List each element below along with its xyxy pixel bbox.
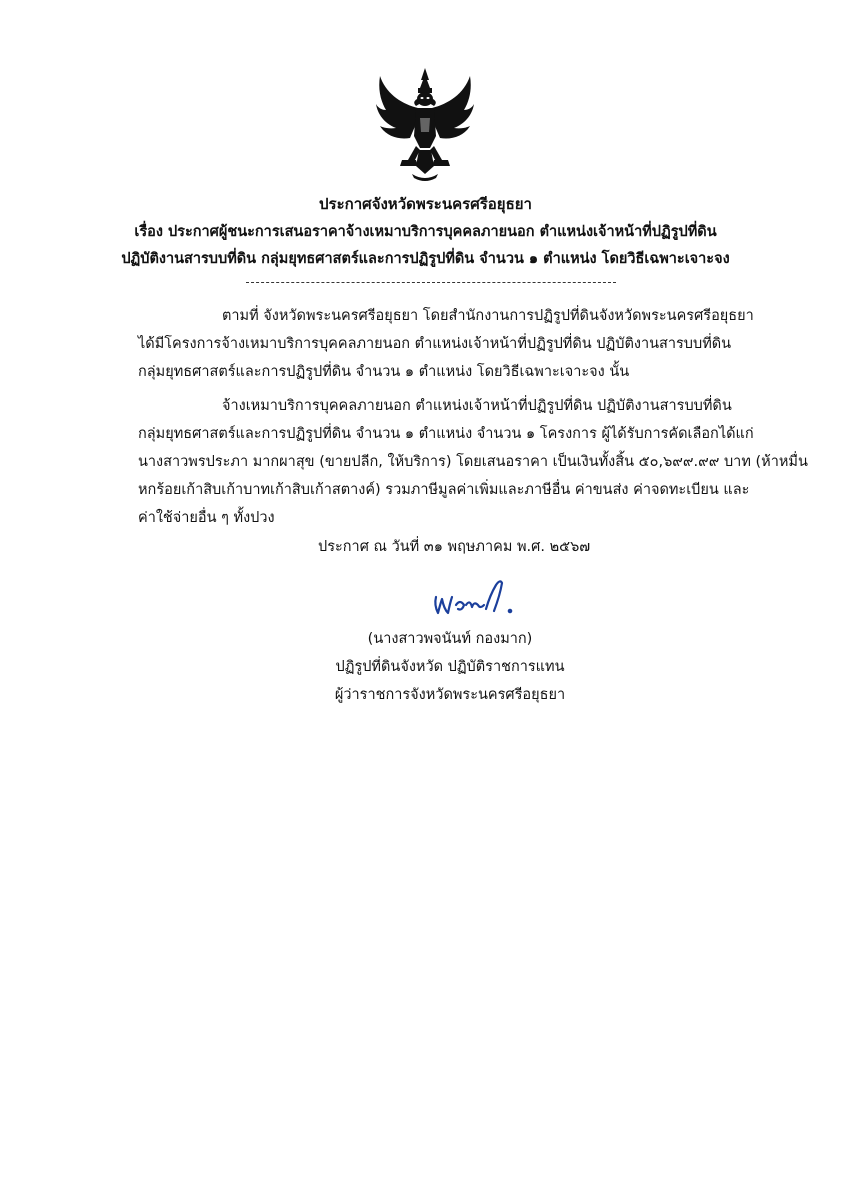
paragraph-2-line: จ้างเหมาบริการบุคคลภายนอก ตำแหน่งเจ้าหน้าที่ปฏิรูปที่ดิน ปฏิบัติงานสารบบที่ดิน <box>222 398 732 414</box>
signer-position-2: ผู้ว่าราชการจังหวัดพระนครศรีอยุธยา <box>334 687 566 703</box>
document-title: ประกาศจังหวัดพระนครศรีอยุธยา <box>319 195 532 213</box>
garuda-emblem-icon <box>372 66 478 182</box>
paragraph-2-line: นางสาวพรประภา มากผาสุข (ขายปลีก, ให้บริการ) โดยเสนอราคา เป็นเงินทั้งสิ้น ๕๐,๖๙๙.๙๙ บาท (ห้าหมื่น <box>138 454 808 470</box>
subject-line-1: เรื่อง ประกาศผู้ชนะการเสนอราคาจ้างเหมาบริการบุคคลภายนอก ตำแหน่งเจ้าหน้าที่ปฏิรูปที่ดิน <box>134 224 717 240</box>
signer-name: (นางสาวพจนันท์ กองมาก) <box>367 631 533 647</box>
paragraph-2-line: หกร้อยเก้าสิบเก้าบาทเก้าสิบเก้าสตางค์) รวมภาษีมูลค่าเพิ่มและภาษีอื่น ค่าขนส่ง ค่าจดทะเบียน และ <box>138 482 750 498</box>
subject-line-2: ปฏิบัติงานสารบบที่ดิน กลุ่มยุทธศาสตร์และการปฏิรูปที่ดิน จำนวน ๑ ตำแหน่ง โดยวิธีเฉพาะเจาะจง <box>121 251 730 267</box>
paragraph-1-line: กลุ่มยุทธศาสตร์และการปฏิรูปที่ดิน จำนวน ๑ ตำแหน่ง โดยวิธีเฉพาะเจาะจง นั้น <box>138 364 630 380</box>
paragraph-2-line: ค่าใช้จ่ายอื่น ๆ ทั้งปวง <box>138 510 275 526</box>
paragraph-1-line: ได้มีโครงการจ้างเหมาบริการบุคคลภายนอก ตำแหน่งเจ้าหน้าที่ปฏิรูปที่ดิน ปฏิบัติงานสารบบที่ดิน <box>138 336 732 352</box>
dashed-divider <box>246 282 616 283</box>
announcement-date: ประกาศ ณ วันที่ ๓๑ พฤษภาคม พ.ศ. ๒๕๖๗ <box>318 539 591 555</box>
paragraph-2 <box>138 392 808 532</box>
signer-position-1: ปฏิรูปที่ดินจังหวัด ปฏิบัติราชการแทน <box>335 659 565 675</box>
paragraph-1-line: ตามที่ จังหวัดพระนครศรีอยุธยา โดยสำนักงานการปฏิรูปที่ดินจังหวัดพระนครศรีอยุธยา <box>222 308 754 324</box>
paragraph-2-line: กลุ่มยุทธศาสตร์และการปฏิรูปที่ดิน จำนวน ๑ ตำแหน่ง จำนวน ๑ โครงการ ผู้ได้รับการคัดเลือกได้แก่ <box>138 426 754 442</box>
paragraph-1 <box>138 302 769 386</box>
handwritten-signature <box>430 575 520 625</box>
